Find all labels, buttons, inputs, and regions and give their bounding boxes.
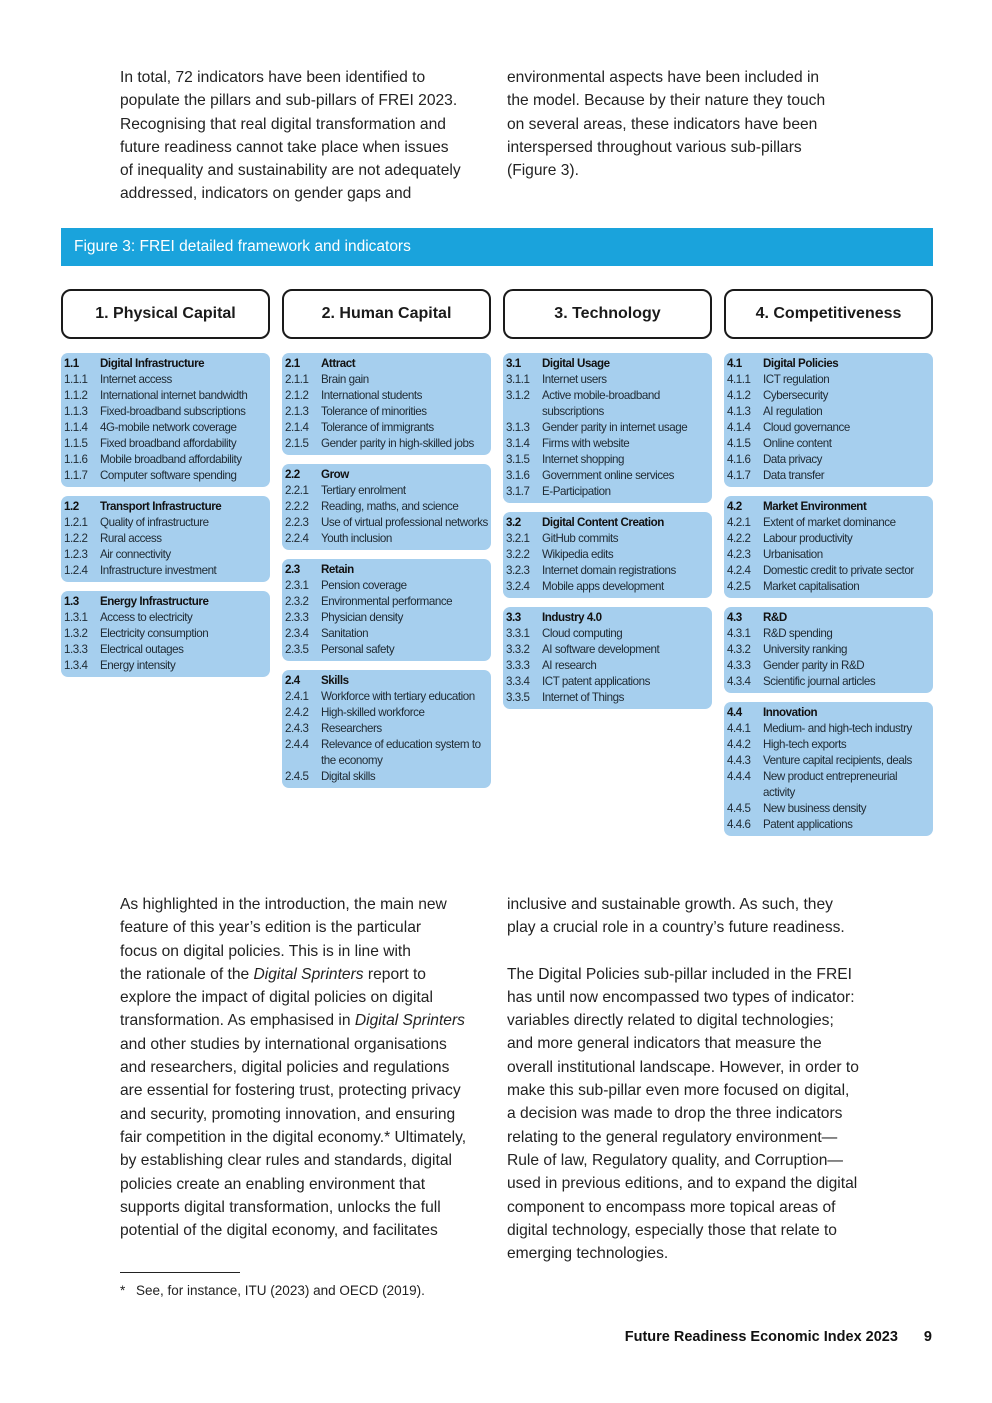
text-line: by establishing clear rules and standards, digital [120, 1152, 452, 1170]
sub-pillar-box [724, 702, 933, 836]
indicator-row: 2.1.5 Gender parity in high-skilled jobs [285, 437, 474, 450]
indicator-row: activity [763, 786, 795, 799]
paragraph [507, 66, 867, 182]
indicator-row: 3.3.4 ICT patent applications [506, 675, 651, 688]
text-line: on several areas, these indicators have been [507, 115, 818, 133]
sub-pillar-title: 3.3 Industry 4.0 [506, 611, 602, 624]
pillar-human-capital [282, 289, 491, 788]
indicator-row: 4.1.3 AI regulation [727, 405, 823, 418]
sub-pillar-title: 1.1 Digital Infrastructure [64, 357, 205, 370]
indicator-row: 3.1.2 Active mobile-broadband [506, 389, 660, 402]
indicator-row: 3.3.5 Internet of Things [506, 691, 624, 704]
indicator-row: the economy [321, 754, 383, 767]
indicator-row: 3.3.2 AI software development [506, 643, 660, 656]
indicator-row: 1.1.3 Fixed-broadband subscriptions [64, 405, 246, 418]
text-line: the rationale of the Digital Sprinters report to [120, 965, 426, 983]
sub-pillar-box [61, 496, 270, 582]
text-line: a decision was made to drop the three indicators [507, 1105, 843, 1123]
indicator-row: 1.1.1 Internet access [64, 373, 172, 386]
paragraph [507, 963, 877, 1266]
pillar-physical-capital [61, 289, 270, 677]
text-line: relating to the general regulatory environment— [507, 1128, 838, 1146]
indicator-row: 2.4.4 Relevance of education system to [285, 738, 481, 751]
indicator-row: 2.2.2 Reading, maths, and science [285, 500, 459, 513]
indicator-row: 1.2.2 Rural access [64, 532, 162, 545]
indicator-row: 4.1.4 Cloud governance [727, 421, 850, 434]
text-line: populate the pillars and sub-pillars of FREI 2023. [120, 92, 458, 110]
indicator-row: 3.1.3 Gender parity in internet usage [506, 421, 688, 434]
indicator-row: 2.4.1 Workforce with tertiary education [285, 690, 475, 703]
indicator-row: 2.4.3 Researchers [285, 722, 382, 735]
indicator-row: 4.3.4 Scientific journal articles [727, 675, 876, 688]
indicator-row: 4.2.1 Extent of market dominance [727, 516, 896, 529]
indicator-row: 3.3.3 AI research [506, 659, 597, 672]
text-line: and other studies by international organisations [120, 1035, 447, 1053]
indicator-row: 2.3.4 Sanitation [285, 627, 369, 640]
paragraph [507, 893, 877, 940]
indicator-row: subscriptions [542, 405, 604, 418]
text-line: feature of this year’s edition is the particular [120, 919, 422, 937]
indicator-row: 4.1.5 Online content [727, 437, 832, 450]
intro-text-right [507, 66, 867, 182]
text-line: emerging technologies. [507, 1245, 669, 1263]
sub-pillar-box [724, 496, 933, 598]
text-line: environmental aspects have been included in [507, 69, 820, 86]
paragraph [120, 893, 490, 1242]
text-line: make this sub-pillar even more focused on digital, [507, 1082, 850, 1100]
indicator-row: 4.4.2 High-tech exports [727, 738, 847, 751]
indicator-row: 4.4.5 New business density [727, 802, 867, 815]
text-line: used in previous editions, and to expand the digital [507, 1175, 858, 1193]
indicator-row: 2.3.3 Physician density [285, 611, 403, 624]
text-line: explore the impact of digital policies on digital [120, 989, 433, 1007]
indicator-row: 2.2.4 Youth inclusion [285, 532, 392, 545]
footnote-divider [120, 1272, 240, 1273]
text-line: In total, 72 indicators have been identified to [120, 69, 426, 86]
indicator-row: 4.1.2 Cybersecurity [727, 389, 829, 402]
sub-pillar-title: 2.4 Skills [285, 674, 349, 687]
sub-pillar-box [61, 591, 270, 677]
text-line: the model. Because by their nature they touch [507, 92, 826, 110]
text-line: overall institutional landscape. However, in order to [507, 1058, 859, 1076]
indicator-row: 4.2.2 Labour productivity [727, 532, 853, 545]
text-line: of inequality and sustainability are not adequately [120, 162, 461, 180]
indicator-row: 4.4.1 Medium- and high-tech industry [727, 722, 912, 735]
footnote-marker: * [120, 1283, 126, 1298]
text-line: The Digital Policies sub-pillar included in the FREI [507, 965, 852, 983]
indicator-row: 1.2.3 Air connectivity [64, 548, 171, 561]
indicator-row: 4.3.1 R&D spending [727, 627, 833, 640]
intro-text-left [120, 66, 480, 206]
indicator-row: 4.4.3 Venture capital recipients, deals [727, 754, 912, 767]
text-line: variables directly related to digital technologies; [507, 1012, 834, 1030]
indicator-row: 4.1.7 Data transfer [727, 469, 825, 482]
text-line: potential of the digital economy, and facilitates [120, 1222, 438, 1240]
text-line: play a crucial role in a country’s future readiness. [507, 919, 845, 937]
sub-pillar-box [282, 464, 491, 550]
sub-pillar-box [503, 512, 712, 598]
indicator-row: 1.1.6 Mobile broadband affordability [64, 453, 242, 466]
indicator-row: 2.1.2 International students [285, 389, 422, 402]
indicator-row: 1.3.3 Electrical outages [64, 643, 184, 656]
pillar-header: 3. Technology [503, 289, 712, 339]
pillar-technology [503, 289, 712, 709]
sub-pillar-box [61, 353, 270, 487]
indicator-row: 1.1.7 Computer software spending [64, 469, 237, 482]
text-line: addressed, indicators on gender gaps and [120, 185, 412, 203]
sub-pillar-title: 1.3 Energy Infrastructure [64, 595, 209, 608]
sub-pillar-title: 4.1 Digital Policies [727, 357, 839, 370]
text-line: future readiness cannot take place when issues [120, 138, 449, 156]
paragraph [120, 66, 480, 206]
indicator-row: 2.1.4 Tolerance of immigrants [285, 421, 434, 434]
text-line: digital technology, especially those that relate to [507, 1221, 837, 1239]
body-text-left [120, 893, 490, 1242]
indicator-row: 3.2.3 Internet domain registrations [506, 564, 676, 577]
indicator-row: 2.2.1 Tertiary enrolment [285, 484, 406, 497]
indicator-row: 2.4.2 High-skilled workforce [285, 706, 425, 719]
indicator-row: 4.3.3 Gender parity in R&D [727, 659, 865, 672]
footnote [120, 1283, 425, 1298]
indicator-row: 3.1.4 Firms with website [506, 437, 630, 450]
indicator-row: 1.2.1 Quality of infrastructure [64, 516, 209, 529]
sub-pillar-box [724, 607, 933, 693]
indicator-row: 4.1.1 ICT regulation [727, 373, 830, 386]
indicator-row: 1.2.4 Infrastructure investment [64, 564, 217, 577]
page-number: 9 [923, 1329, 932, 1345]
sub-pillar-title: 2.2 Grow [285, 468, 349, 481]
footer-title: Future Readiness Economic Index 2023 [624, 1329, 898, 1345]
footnote-text: See, for instance, ITU (2023) and OECD (2019). [136, 1283, 425, 1298]
indicator-row: 3.2.4 Mobile apps development [506, 580, 664, 593]
text-line: are essential for fostering trust, protecting privacy [120, 1082, 461, 1100]
text-line: supports digital transformation, unlocks the full [120, 1198, 441, 1216]
indicator-row: 2.3.5 Personal safety [285, 643, 395, 656]
indicator-row: 4.2.3 Urbanisation [727, 548, 823, 561]
sub-pillar-box [282, 353, 491, 455]
sub-pillar-title: 3.2 Digital Content Creation [506, 516, 664, 529]
sub-pillar-box [503, 607, 712, 709]
indicator-row: 2.2.3 Use of virtual professional networks [285, 516, 488, 529]
indicator-row: 4.3.2 University ranking [727, 643, 848, 656]
text-line: has until now encompassed two types of indicator: [507, 988, 855, 1006]
sub-pillar-box [503, 353, 712, 503]
indicator-row: 1.3.4 Energy intensity [64, 659, 176, 672]
indicator-row: 2.1.3 Tolerance of minorities [285, 405, 427, 418]
indicator-row: 3.1.7 E-Participation [506, 485, 611, 498]
indicator-row: 3.1.6 Government online services [506, 469, 674, 482]
text-line: and more general indicators that measure the [507, 1035, 822, 1053]
text-line: As highlighted in the introduction, the main new [120, 896, 447, 913]
text-line: component to encompass more topical areas of [507, 1198, 836, 1216]
indicator-row: 4.2.4 Domestic credit to private sector [727, 564, 914, 577]
text-line: focus on digital policies. This is in line with [120, 942, 411, 960]
indicator-row: 4.2.5 Market capitalisation [727, 580, 860, 593]
indicator-row: 2.4.5 Digital skills [285, 770, 376, 783]
page-footer [625, 1329, 932, 1345]
sub-pillar-box [282, 670, 491, 788]
indicator-row: 1.1.4 4G-mobile network coverage [64, 421, 237, 434]
indicator-row: 1.1.5 Fixed broadband affordability [64, 437, 237, 450]
text-line: (Figure 3). [507, 162, 579, 180]
body-text-right [507, 893, 877, 1265]
indicator-row: 2.3.1 Pension coverage [285, 579, 407, 592]
indicator-row: 4.4.4 New product entrepreneurial [727, 770, 898, 783]
text-line: Rule of law, Regulatory quality, and Corruption— [507, 1151, 844, 1169]
sub-pillar-title: 4.2 Market Environment [727, 500, 867, 513]
sub-pillar-title: 2.1 Attract [285, 357, 356, 370]
indicator-row: 2.1.1 Brain gain [285, 373, 369, 386]
indicator-row: 3.1.1 Internet users [506, 373, 607, 386]
text-line: transformation. As emphasised in Digital Sprinters [120, 1012, 465, 1030]
text-line: fair competition in the digital economy.* Ultimately, [120, 1128, 467, 1146]
indicator-row: 3.3.1 Cloud computing [506, 627, 623, 640]
text-line: interspersed throughout various sub-pillars [507, 138, 802, 156]
figure-title: Figure 3: FREI detailed framework and indicators [61, 228, 933, 266]
sub-pillar-title: 4.4 Innovation [727, 706, 818, 719]
text-line: and security, promoting innovation, and ensuring [120, 1105, 456, 1123]
sub-pillar-title: 3.1 Digital Usage [506, 357, 610, 370]
text-line: and researchers, digital policies and regulations [120, 1059, 450, 1077]
pillar-competitiveness [724, 289, 933, 836]
pillar-header: 4. Competitiveness [724, 289, 933, 339]
indicator-row: 1.3.1 Access to electricity [64, 611, 193, 624]
indicator-row: 1.1.2 International internet bandwidth [64, 389, 248, 402]
text-line: Recognising that real digital transformation and [120, 115, 446, 133]
indicator-row: 1.3.2 Electricity consumption [64, 627, 209, 640]
indicator-row: 4.4.6 Patent applications [727, 818, 853, 831]
indicator-row: 3.2.1 GitHub commits [506, 532, 619, 545]
sub-pillar-title: 2.3 Retain [285, 563, 354, 576]
pillar-header: 1. Physical Capital [61, 289, 270, 339]
sub-pillar-title: 1.2 Transport Infrastructure [64, 500, 222, 513]
indicator-row: 3.1.5 Internet shopping [506, 453, 624, 466]
sub-pillar-box [724, 353, 933, 487]
indicator-row: 4.1.6 Data privacy [727, 453, 823, 466]
indicator-row: 2.3.2 Environmental performance [285, 595, 453, 608]
pillar-header: 2. Human Capital [282, 289, 491, 339]
text-line: inclusive and sustainable growth. As such, they [507, 896, 833, 913]
sub-pillar-title: 4.3 R&D [727, 611, 787, 624]
text-line: policies create an enabling environment that [120, 1175, 426, 1193]
indicator-row: 3.2.2 Wikipedia edits [506, 548, 614, 561]
sub-pillar-box [282, 559, 491, 661]
